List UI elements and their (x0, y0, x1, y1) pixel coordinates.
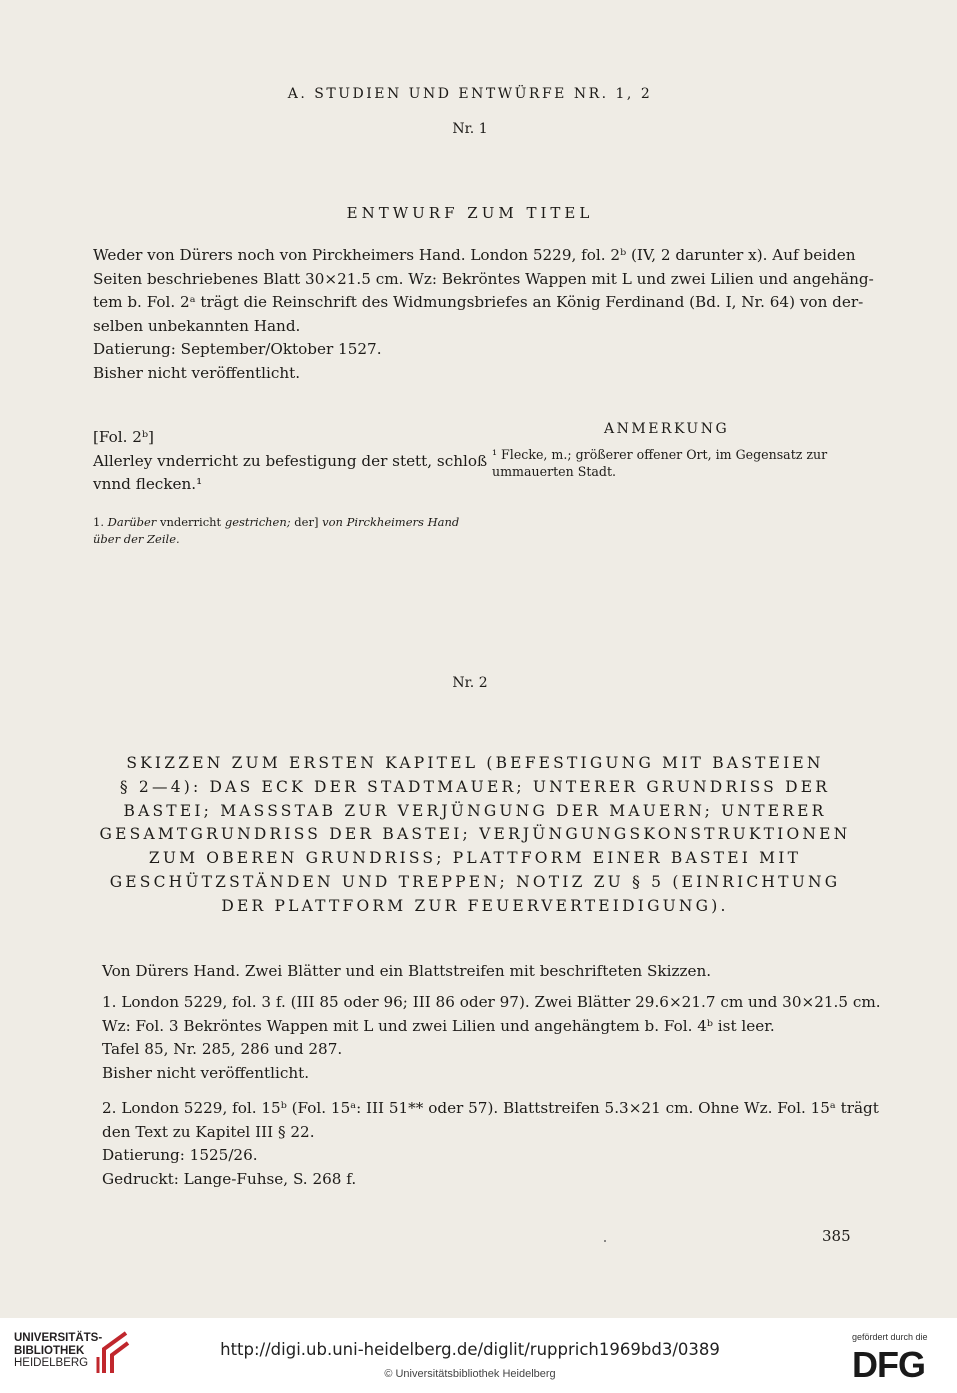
dating-line: Datierung: 1525/26. (102, 1146, 258, 1164)
intro-paragraph-2 (102, 960, 711, 984)
publication-note: Bisher nicht veröffentlicht. (102, 1063, 310, 1082)
text-line: Weder von Dürers noch von Pirckheimers Hand. London 5229, fol. 2ᵇ (IV, 2 darunter x). Auf beiden (93, 246, 856, 264)
text-line: 2. London 5229, fol. 15ᵇ (Fol. 15ᵃ: III 51** oder 57). Blattstreifen 5.3×21 cm. Ohne Wz. Fol. 15ᵃ trägt (102, 1099, 879, 1117)
plate-reference: Tafel 85, Nr. 285, 286 und 287. (102, 1040, 343, 1058)
text-line: Seiten beschriebenes Blatt 30×21.5 cm. Wz: Bekröntes Wappen mit L und zwei Lilien und angehäng- (93, 269, 874, 288)
title-line: § 2—4): DAS ECK DER STADTMAUER; UNTERER GRUNDRISS DER (119, 777, 831, 796)
library-footer (0, 1318, 957, 1393)
publication-note: Bisher nicht veröffentlicht. (93, 363, 301, 382)
description-paragraph-1 (93, 244, 874, 385)
funding-note: gefördert durch die (852, 1332, 928, 1342)
footnote-text: der] (294, 515, 319, 529)
page-speck (604, 1240, 606, 1242)
footnote-text: von Pirckheimers Hand (322, 515, 460, 529)
footnote-number: 1. (93, 515, 104, 529)
text-line: den Text zu Kapitel III § 22. (102, 1122, 315, 1141)
library-logo-icon (96, 1329, 130, 1375)
library-name-line: UNIVERSITÄTS- (14, 1332, 103, 1344)
anmerkung-heading: ANMERKUNG (604, 421, 730, 437)
anmerkung-text (492, 446, 827, 480)
text-line: Allerley vnderricht zu befestigung der stett, schloß (93, 451, 488, 470)
text-line: ¹ Flecke, m.; größerer offener Ort, im Gegensatz zur (492, 447, 828, 462)
section-number-2: Nr. 2 (452, 675, 488, 691)
section-title-2 (90, 752, 860, 919)
item-1-block (102, 991, 881, 1085)
item-2-block (102, 1097, 879, 1191)
page-number: 385 (822, 1227, 851, 1245)
footnote-text: gestrichen; (224, 515, 291, 529)
library-name (14, 1332, 102, 1370)
source-text-block (93, 426, 487, 497)
running-head: A. STUDIEN UND ENTWÜRFE NR. 1, 2 (287, 86, 653, 102)
text-line: Von Dürers Hand. Zwei Blätter und ein Blattstreifen mit beschrifteten Skizzen. (102, 962, 712, 980)
library-name-line: BIBLIOTHEK (14, 1344, 85, 1357)
text-line: selben unbekannten Hand. (93, 316, 301, 335)
dating-line: Datierung: September/Oktober 1527. (93, 340, 382, 358)
title-line: DER PLATTFORM ZUR FEUERVERTEIDIGUNG). (221, 896, 729, 915)
text-line: ummauerten Stadt. (492, 464, 617, 479)
text-line: vnnd flecken.¹ (93, 475, 203, 493)
printed-note: Gedruckt: Lange-Fuhse, S. 268 f. (102, 1169, 357, 1188)
title-line: BASTEI; MASSSTAB ZUR VERJÜNGUNG DER MAUERN; UNTERER (123, 801, 827, 820)
dfg-logo: DFG (852, 1344, 925, 1385)
title-line: ZUM OBEREN GRUNDRISS; PLATTFORM EINER BASTEI MIT (148, 849, 802, 868)
title-line: GESCHÜTZSTÄNDEN UND TREPPEN; NOTIZ ZU § 5 (EINRICHTUNG (109, 872, 841, 891)
permalink-url[interactable]: http://digi.ub.uni-heidelberg.de/diglit/rupprich1969bd3/0389 (220, 1340, 720, 1359)
footnote-text: über der Zeile. (93, 532, 180, 546)
library-name-line: HEIDELBERG (14, 1357, 89, 1369)
title-line: GESAMTGRUNDRISS DER BASTEI; VERJÜNGUNGSKONSTRUKTIONEN (99, 825, 851, 844)
footnote-text: vnderricht (159, 515, 222, 529)
section-number-1: Nr. 1 (452, 121, 488, 137)
text-line: 1. London 5229, fol. 3 f. (III 85 oder 96; III 86 oder 97). Zwei Blätter 29.6×21.7 cm und 30×21.5 cm. (102, 993, 881, 1011)
title-line: SKIZZEN ZUM ERSTEN KAPITEL (BEFESTIGUNG MIT BASTEIEN (126, 754, 824, 772)
text-line: tem b. Fol. 2ᵃ trägt die Reinschrift des Widmungsbriefes an König Ferdinand (Bd. I, Nr. 64) von der- (93, 293, 864, 311)
text-line: Wz: Fol. 3 Bekröntes Wappen mit L und zwei Lilien und angehängtem b. Fol. 4ᵇ ist leer. (102, 1016, 775, 1035)
copyright-notice: © Universitätsbibliothek Heidelberg (384, 1368, 556, 1380)
textual-footnote (93, 514, 459, 548)
folio-reference: [Fol. 2ᵇ] (93, 428, 154, 446)
section-title-1: ENTWURF ZUM TITEL (346, 204, 594, 222)
footnote-text: Darüber (107, 515, 157, 529)
